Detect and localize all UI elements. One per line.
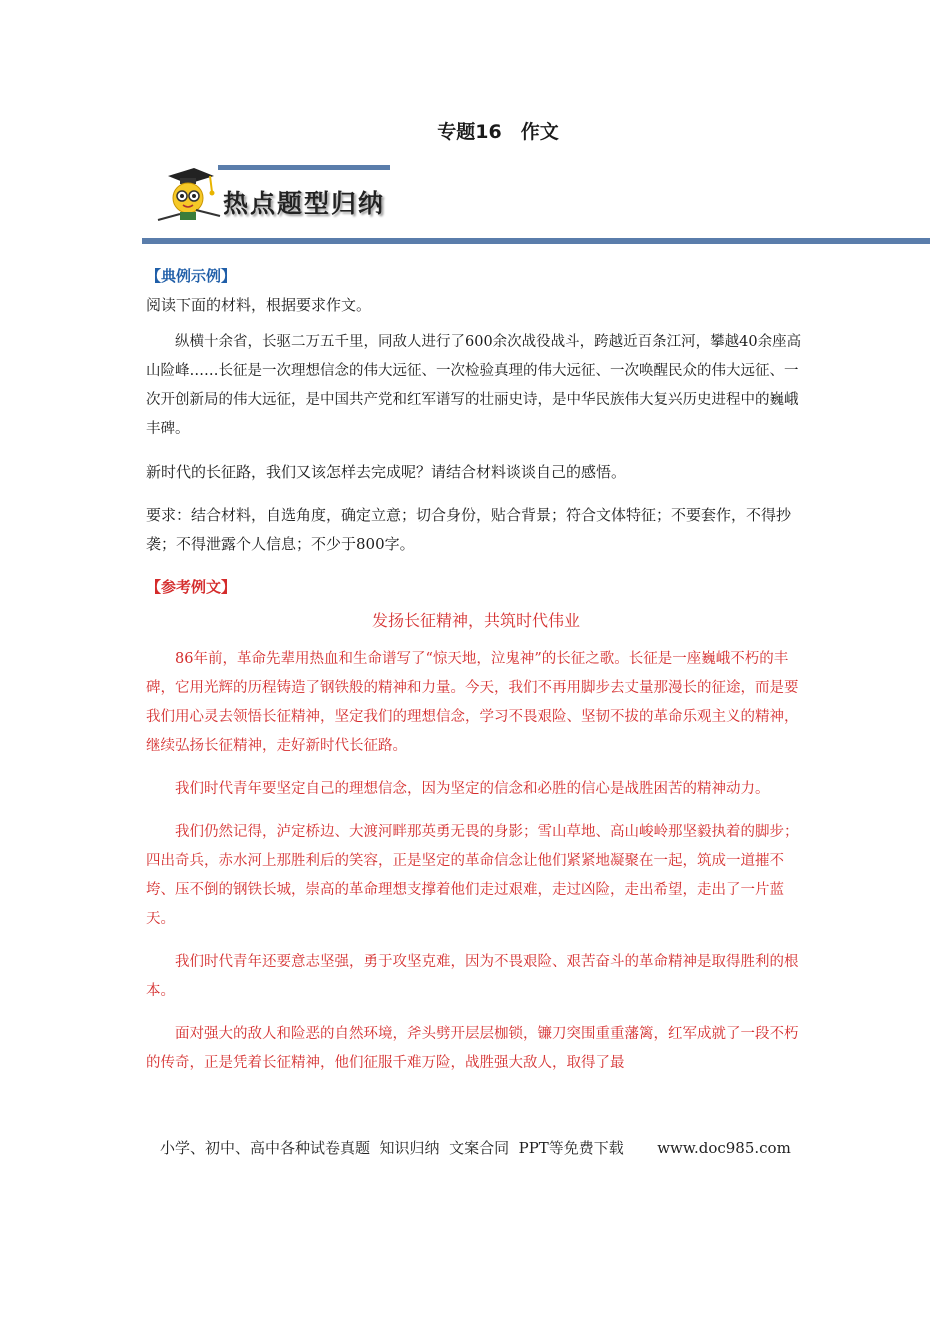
footer-url[interactable]: www.doc985.com [657, 1139, 791, 1157]
document-body [146, 262, 806, 1078]
footer-text: 小学、初中、高中各种试卷真题 知识归纳 文案合同 PPT等免费下载 [160, 1139, 624, 1157]
essay-title: 发扬长征精神，共筑时代伟业 [371, 611, 580, 630]
example-requirements: 要求：结合材料，自选角度，确定立意；切合身份，贴合背景；符合文体特征；不要套作，不得抄袭；不得泄露个人信息；不少于800字。 [146, 506, 792, 553]
essay-paragraph: 面对强大的敌人和险恶的自然环境，斧头劈开层层枷锁，镰刀突围重重藩篱，红军成就了一段不朽的传奇，正是凭着长征精神，他们征服千难万险，战胜强大敌人，取得了最 [146, 1026, 799, 1071]
banner-top-line [218, 165, 390, 170]
page-footer [160, 1137, 860, 1158]
essay-paragraph: 我们仍然记得，泸定桥边、大渡河畔那英勇无畏的身影；雪山草地、高山峻岭那坚毅执着的脚步；四出奇兵，赤水河上那胜利后的笑容，正是坚定的革命信念让他们紧紧地凝聚在一起，筑成一道摧不垮、压不倒的钢铁长城，崇高的革命理想支撑着他们走过艰难，走过凶险，走出希望，走出了一片蓝天。 [146, 824, 799, 927]
page-title: 专题16 作文 [437, 121, 559, 143]
example-instruction: 阅读下面的材料，根据要求作文。 [146, 296, 372, 314]
example-heading: 【典例示例】 [146, 267, 237, 285]
essay-paragraph: 我们时代青年还要意志坚强，勇于攻坚克难，因为不畏艰险、艰苦奋斗的革命精神是取得胜利的根本。 [146, 954, 799, 999]
example-question: 新时代的长征路，我们又该怎样去完成呢？请结合材料谈谈自己的感悟。 [146, 463, 627, 481]
reference-heading: 【参考例文】 [146, 578, 237, 596]
banner-label: 热点题型归纳 [223, 189, 386, 218]
section-banner [150, 160, 950, 252]
example-passage: 纵横十余省，长驱二万五千里，同敌人进行了600余次战役战斗，跨越近百条江河，攀越40余座高山险峰……长征是一次理想信念的伟大远征、一次检验真理的伟大远征、一次唤醒民众的伟大远征、一次开创新局的伟大远征，是中国共产党和红军谱写的壮丽史诗，是中华民族伟大复兴历史进程中的巍峨丰碑。 [146, 334, 802, 437]
graduate-mascot-icon [150, 162, 222, 222]
banner-bottom-line [142, 238, 930, 244]
essay-paragraph: 86年前，革命先辈用热血和生命谱写了“惊天地，泣鬼神”的长征之歌。长征是一座巍峨不朽的丰碑，它用光辉的历程铸造了钢铁般的精神和力量。今天，我们不再用脚步去丈量那漫长的征途，而是要我们用心灵去领悟长征精神，坚定我们的理想信念，学习不畏艰险、坚韧不拔的革命乐观主义的精神，继续弘扬长征精神，走好新时代长征路。 [146, 651, 799, 754]
essay-paragraph: 我们时代青年要坚定自己的理想信念，因为坚定的信念和必胜的信心是战胜困苦的精神动力。 [175, 781, 770, 797]
